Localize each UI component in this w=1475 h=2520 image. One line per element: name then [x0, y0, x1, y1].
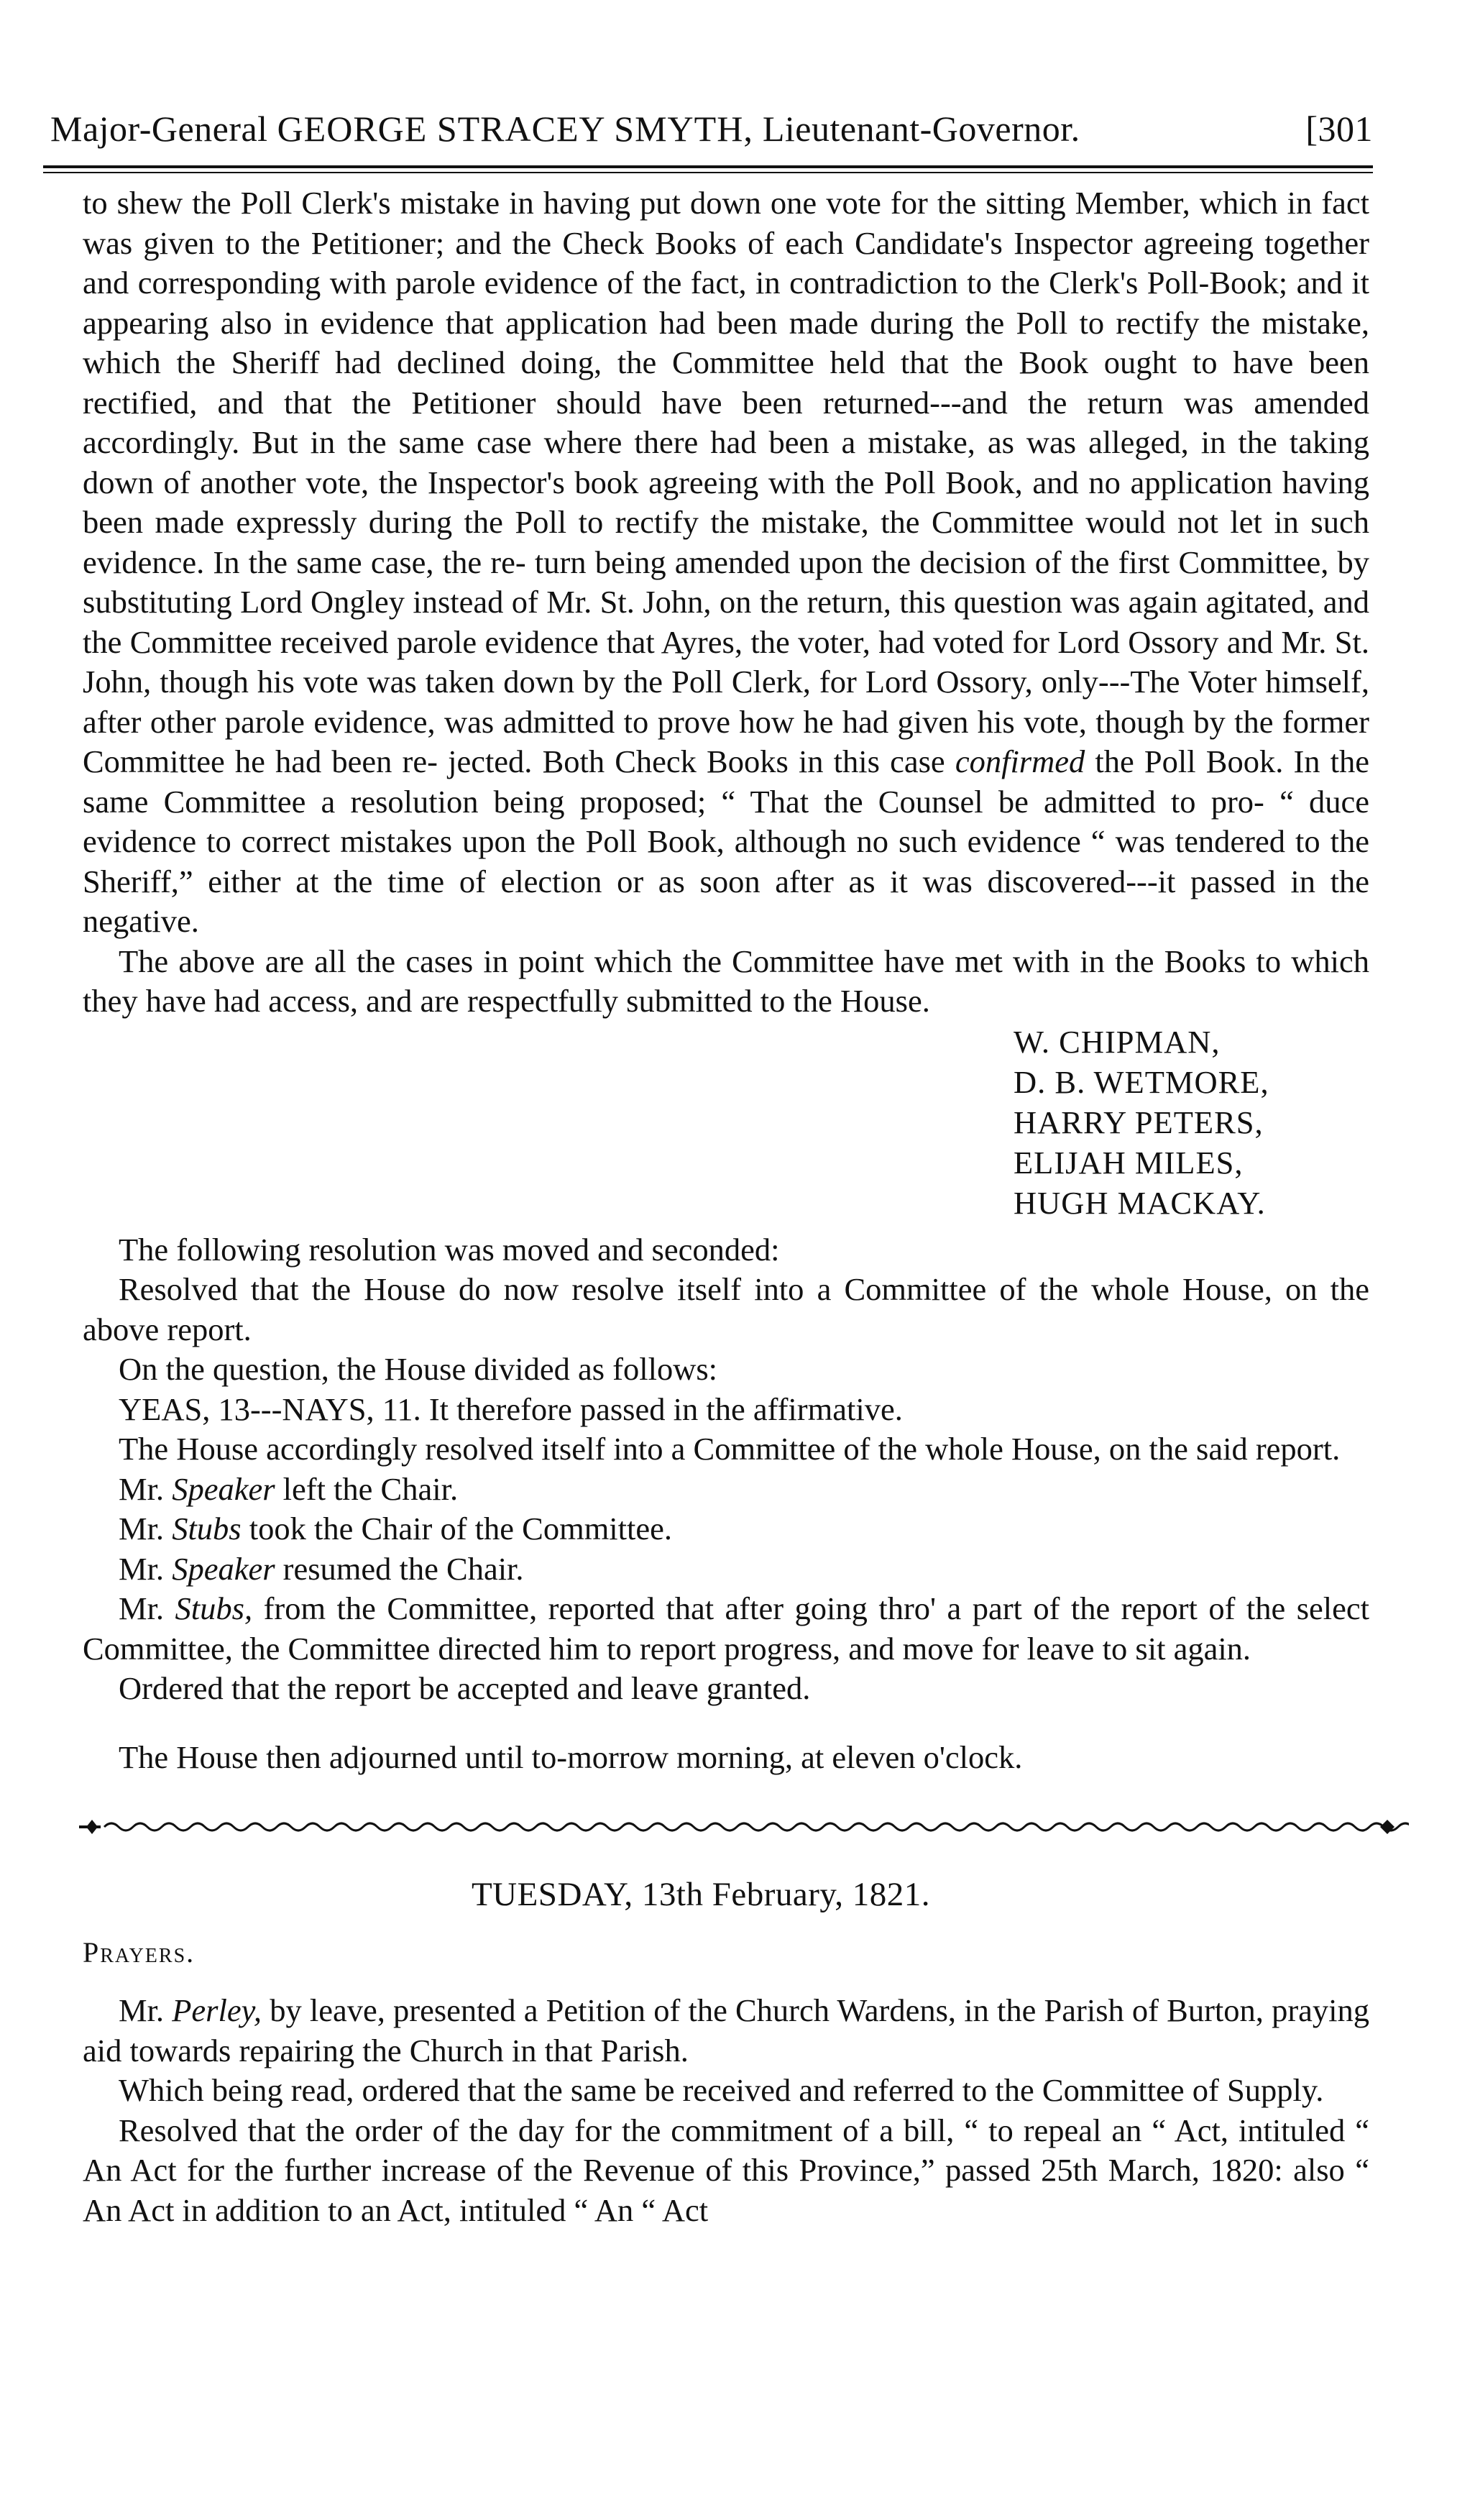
paragraph-10 [83, 1549, 1369, 1590]
line: Ossory, only---The Voter himself, after other parole evidence, was admitted to [83, 664, 1369, 740]
paragraph-4: Resolved that the House do now resolve itself into a Committee of the whole House, on the above report. [83, 1271, 1369, 1347]
paragraph-11 [83, 1589, 1369, 1669]
line: prove how he had given his vote, though by the former Committee he had been re- [83, 703, 1369, 779]
italic-name: Stubs, [175, 1590, 253, 1626]
paragraph-12: Ordered that the report be accepted and leave granted. [119, 1670, 811, 1706]
text: Mr. [119, 1550, 165, 1587]
paragraph-7: The House accordingly resolved itself into a Committee of the whole House, on the said report. [119, 1431, 1341, 1467]
signature: W. CHIPMAN, [1014, 1023, 1221, 1060]
line: and that the Petitioner should have been returned---and the return was amended [217, 384, 1369, 421]
body-text [29, 183, 1373, 1777]
text: from the Committee, reported that after going thro' a part of the report of the select Committee, the Committee directed him to report progress, and move for leave to sit again. [83, 1590, 1370, 1667]
running-head [29, 108, 1373, 150]
paragraph-3: The following resolution was moved and seconded: [119, 1231, 780, 1268]
text: Mr. [119, 1470, 165, 1507]
paragraph-8 [83, 1470, 1369, 1510]
body-text-2 [29, 1991, 1373, 2230]
line: turn being amended upon the decision of the first Committee, by substituting Lord [83, 544, 1370, 620]
signatures [1014, 1022, 1369, 1223]
line: jected. Both Check Books in this case [448, 743, 945, 779]
line: mistake, the Committee would not let in such evidence. In the same case, the re- [83, 504, 1369, 580]
page [29, 108, 1373, 2230]
signature: ELIJAH MILES, [1014, 1144, 1244, 1181]
paragraph-5: On the question, the House divided as follows: [119, 1351, 718, 1387]
line: the Poll Book. In the same [83, 743, 1370, 820]
signature: D. B. WETMORE, [1014, 1063, 1269, 1100]
text: Mr. [119, 1992, 165, 2028]
line: Book, and no application having been made expressly during the Poll to rectify the [83, 464, 1369, 540]
signature: HARRY PETERS, [1014, 1104, 1264, 1140]
line: to shew the Poll Clerk's mistake in having put down one vote for the sitting Member, [83, 185, 1190, 221]
line: Ongley instead of Mr. St. John, on the return, this question was again agitated, and [310, 584, 1370, 620]
line: application had been made during the Poll to rectify the mistake, which the Sheriff [83, 304, 1369, 380]
line: in contradiction to the Clerk's Poll-Book; and it appearing also in evidence that [83, 265, 1370, 341]
header-left: Major-General [50, 109, 268, 149]
line: “ duce evidence to correct mistakes upon the Poll Book, although no such evidence [83, 783, 1370, 859]
line: which in fact was given to the Petitioner; and the Check Books of each Candidate's [83, 185, 1370, 261]
text: Mr. [119, 1590, 165, 1626]
header-title: Lieutenant-Governor. [762, 109, 1080, 149]
paragraph-9 [83, 1509, 1369, 1549]
text: Mr. [119, 1511, 165, 1547]
line: had declined doing, the Committee held that the Book ought to have been rectified, [83, 344, 1369, 421]
paragraph-2: The above are all the cases in point which the Committee have met with in the Books to which they have had access, and are respectfully submitted to the House. [83, 943, 1369, 1019]
line: Inspector agreeing together and corresponding with parole evidence of the fact, [83, 224, 1369, 301]
paragraph-6: YEAS, 13---NAYS, 11. It therefore passed in the affirmative. [119, 1390, 903, 1427]
italic-name: Perley, [172, 1992, 262, 2028]
text: by leave, presented a Petition of the Church Wardens, in the Parish of Burton, praying aid towards repairing the Church in that Parish. [83, 1992, 1370, 2068]
paragraph-q1 [83, 1991, 1369, 2071]
paragraph-q2: Which being read, ordered that the same be received and referred to the Committee of Supply. [119, 2072, 1324, 2108]
paragraph-q3: Resolved that the order of the day for the commitment of a bill, “ to repeal an “ Act, intituled “ An Act for the further increase of the Revenue of this Province,” passed 25th March, 1820: also “ An Act in addition to an Act, intituled “ An “ Act [83, 2112, 1369, 2228]
spacer [83, 1709, 1369, 1738]
line: Ossory and Mr. St. John, though his vote was taken down by the Poll Clerk, for Lord [83, 623, 1370, 700]
text: took the Chair of the Committee. [249, 1511, 673, 1547]
line: accordingly. But in the same case where there had been a mistake, as was alleged, [83, 424, 1189, 460]
italic-name: Speaker [172, 1470, 275, 1507]
ornamental-rule [72, 1817, 1409, 1837]
line: the Committee received parole evidence that Ayres, the voter, had voted for Lord [83, 623, 1120, 660]
text: left the Chair. [282, 1470, 459, 1507]
line: Committee a resolution being proposed; “ That the Counsel be admitted to pro- [163, 783, 1264, 820]
running-head-title [50, 108, 1080, 150]
line: in the taking down of another vote, the Inspector's book agreeing with the Poll [83, 424, 1369, 500]
header-name: GEORGE STRACEY SMYTH, [277, 109, 753, 149]
header-rule [43, 165, 1373, 173]
italic-name: Stubs [172, 1511, 242, 1547]
paragraph-13: The House then adjourned until to-morrow morning, at eleven o'clock. [119, 1738, 1023, 1775]
line: “ was tendered to the Sheriff,” either at the time of election or as soon after as it [83, 823, 1370, 899]
signature: HUGH MACKAY. [1014, 1184, 1266, 1221]
page-number: [301 [1305, 109, 1373, 149]
prayers-heading: Prayers. [83, 1936, 196, 1969]
paragraph-1 [83, 183, 1369, 942]
italic-word: confirmed [955, 743, 1085, 779]
italic-name: Speaker [172, 1550, 275, 1587]
line: was discovered---it passed in the negative. [83, 863, 1369, 939]
day-heading: TUESDAY, 13th February, 1821. [471, 1876, 931, 1913]
text: resumed the Chair. [282, 1550, 524, 1587]
